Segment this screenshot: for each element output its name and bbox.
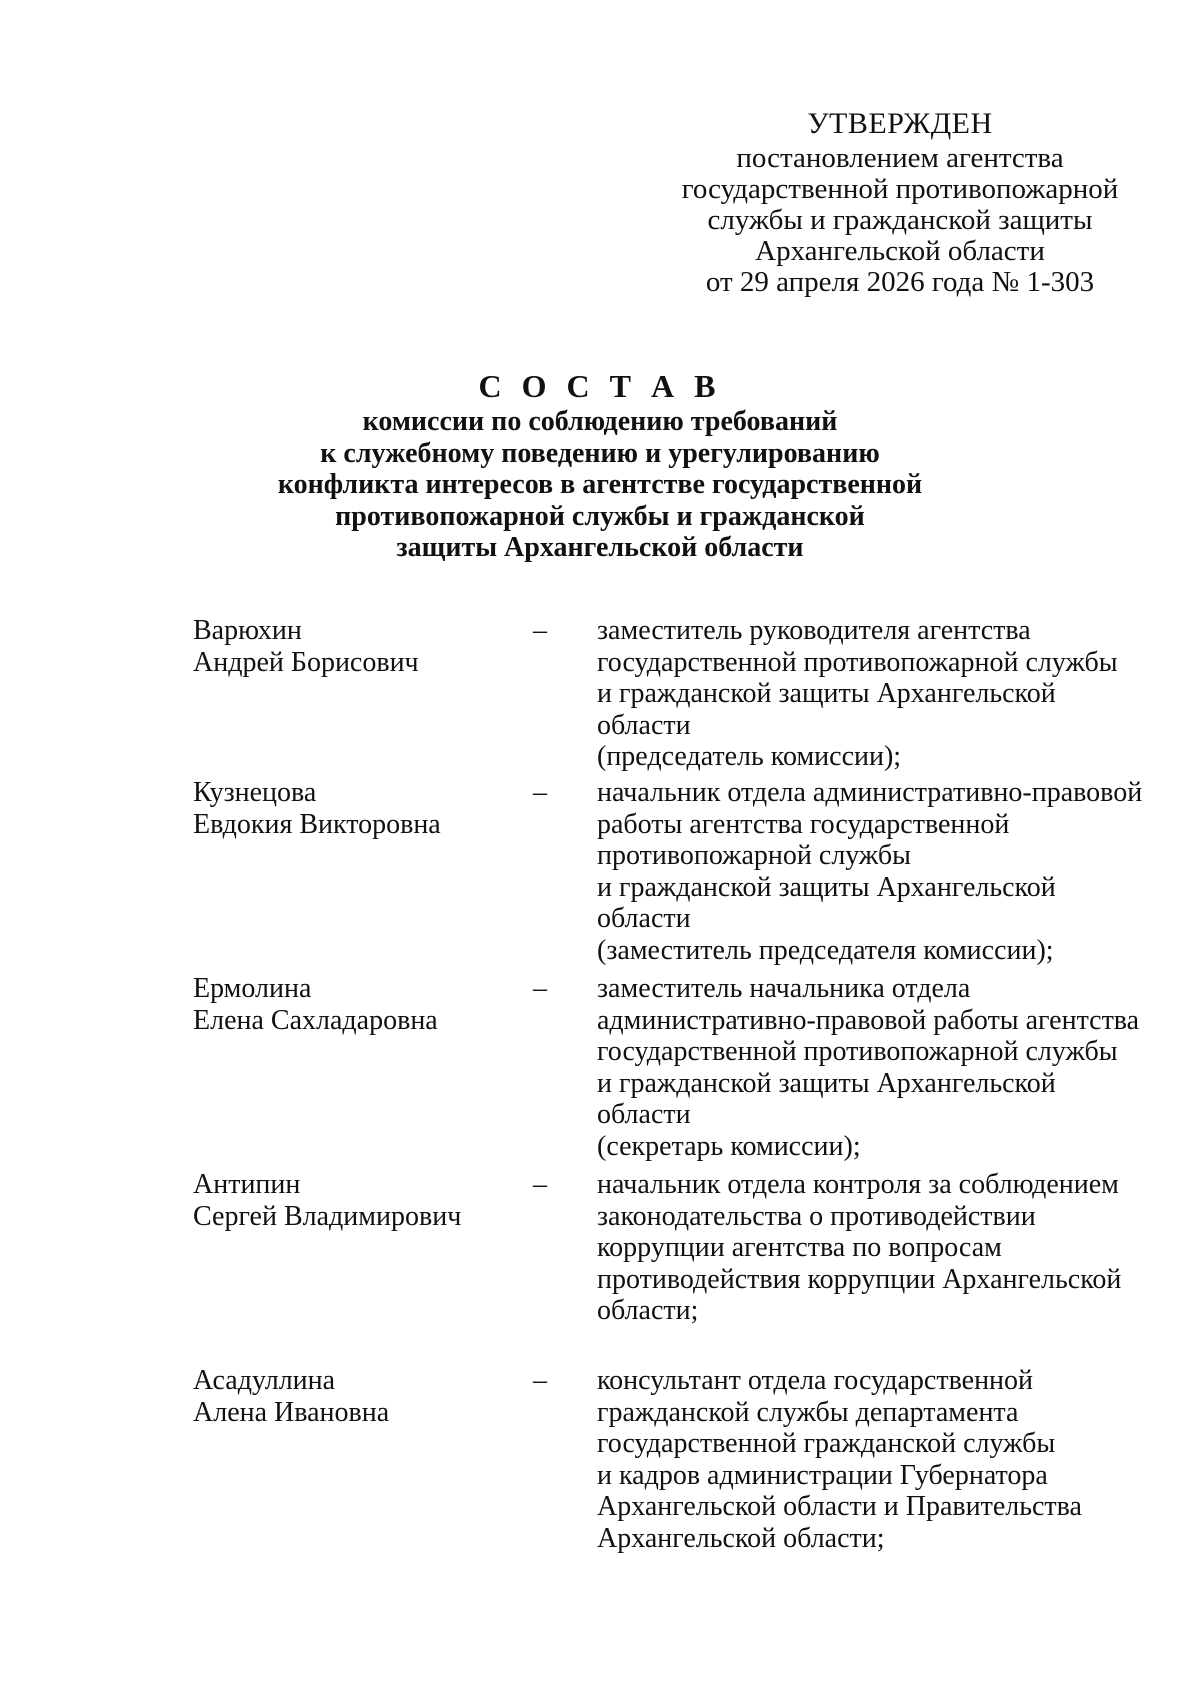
member-entry bbox=[193, 1169, 1153, 1327]
member-entry bbox=[193, 777, 1153, 966]
role-line: Архангельской области; bbox=[597, 1522, 885, 1554]
member-surname: Асадуллина bbox=[193, 1365, 336, 1396]
member-role bbox=[597, 777, 1153, 966]
role-line: заместитель начальника отдела bbox=[597, 973, 971, 1004]
member-role bbox=[597, 615, 1153, 773]
heading-line: защиты Архангельской области bbox=[396, 532, 804, 563]
member-given-name: Андрей Борисович bbox=[193, 646, 419, 678]
heading-line: противопожарной службы и гражданской bbox=[335, 500, 865, 532]
member-name bbox=[193, 973, 513, 1162]
role-line: государственной противопожарной службы bbox=[597, 646, 1118, 678]
member-entry bbox=[193, 973, 1153, 1162]
role-line: административно-правовой работы агентства bbox=[597, 1004, 1140, 1036]
member-name bbox=[193, 1169, 513, 1327]
role-line: (секретарь комиссии); bbox=[597, 1130, 861, 1162]
role-line: Архангельской области и Правительства bbox=[597, 1491, 1082, 1522]
member-role bbox=[597, 973, 1153, 1162]
role-line: законодательства о противодействии bbox=[597, 1200, 1036, 1232]
member-given-name: Сергей Владимирович bbox=[193, 1200, 462, 1232]
heading-line: конфликта интересов в агентстве государственной bbox=[277, 469, 923, 500]
approval-block bbox=[640, 108, 1160, 298]
member-dash: – bbox=[533, 1365, 547, 1396]
member-surname: Варюхин bbox=[193, 615, 302, 646]
heading-line: комиссии по соблюдению требований bbox=[362, 406, 838, 437]
approval-line: постановлением агентства bbox=[736, 142, 1064, 174]
member-name bbox=[193, 1365, 513, 1554]
member-surname: Антипин bbox=[193, 1169, 301, 1200]
role-line: противодействия коррупции Архангельской bbox=[597, 1263, 1122, 1295]
heading-line: к служебному поведению и урегулированию bbox=[320, 437, 880, 469]
member-name bbox=[193, 777, 513, 966]
heading-title: С О С Т А В bbox=[478, 368, 722, 404]
role-line: и гражданской защиты Архангельской области bbox=[597, 871, 1056, 934]
role-line: гражданской службы департамента bbox=[597, 1396, 1019, 1428]
role-line: области; bbox=[597, 1295, 699, 1326]
member-given-name: Алена Ивановна bbox=[193, 1396, 390, 1428]
approval-line: службы и гражданской защиты bbox=[707, 204, 1093, 236]
member-name bbox=[193, 615, 513, 773]
role-line: заместитель руководителя агентства bbox=[597, 615, 1031, 646]
role-line: консультант отдела государственной bbox=[597, 1365, 1034, 1396]
member-dash: – bbox=[533, 777, 547, 808]
role-line: государственной противопожарной службы bbox=[597, 1036, 1118, 1067]
approval-line: государственной противопожарной bbox=[681, 173, 1119, 205]
approval-title: УТВЕРЖДЕН bbox=[807, 107, 993, 140]
approval-date-line: от 29 апреля 2026 года № 1-303 bbox=[705, 266, 1095, 298]
member-role bbox=[597, 1365, 1153, 1554]
member-entry bbox=[193, 1365, 1153, 1554]
member-dash: – bbox=[533, 973, 547, 1004]
role-line: государственной гражданской службы bbox=[597, 1428, 1056, 1459]
role-line: (заместитель председателя комиссии); bbox=[597, 934, 1054, 966]
role-line: и гражданской защиты Архангельской области bbox=[597, 1067, 1056, 1130]
member-given-name: Евдокия Викторовна bbox=[193, 808, 441, 840]
member-entry bbox=[193, 615, 1153, 773]
member-role bbox=[597, 1169, 1153, 1327]
role-line: (председатель комиссии); bbox=[597, 741, 902, 772]
role-line: и гражданской защиты Архангельской области bbox=[597, 678, 1056, 741]
role-line: начальник отдела административно-правовой bbox=[597, 777, 1143, 808]
member-given-name: Елена Сахладаровна bbox=[193, 1004, 438, 1036]
role-line: работы агентства государственной bbox=[597, 808, 1010, 840]
role-line: и кадров администрации Губернатора bbox=[597, 1459, 1048, 1491]
member-surname: Кузнецова bbox=[193, 777, 317, 808]
role-line: противопожарной службы bbox=[597, 840, 911, 871]
role-line: коррупции агентства по вопросам bbox=[597, 1232, 1002, 1263]
document-heading bbox=[250, 368, 950, 564]
member-surname: Ермолина bbox=[193, 973, 312, 1004]
member-dash: – bbox=[533, 1169, 547, 1200]
approval-line: Архангельской области bbox=[755, 235, 1045, 267]
role-line: начальник отдела контроля за соблюдением bbox=[597, 1169, 1119, 1200]
member-dash: – bbox=[533, 615, 547, 646]
